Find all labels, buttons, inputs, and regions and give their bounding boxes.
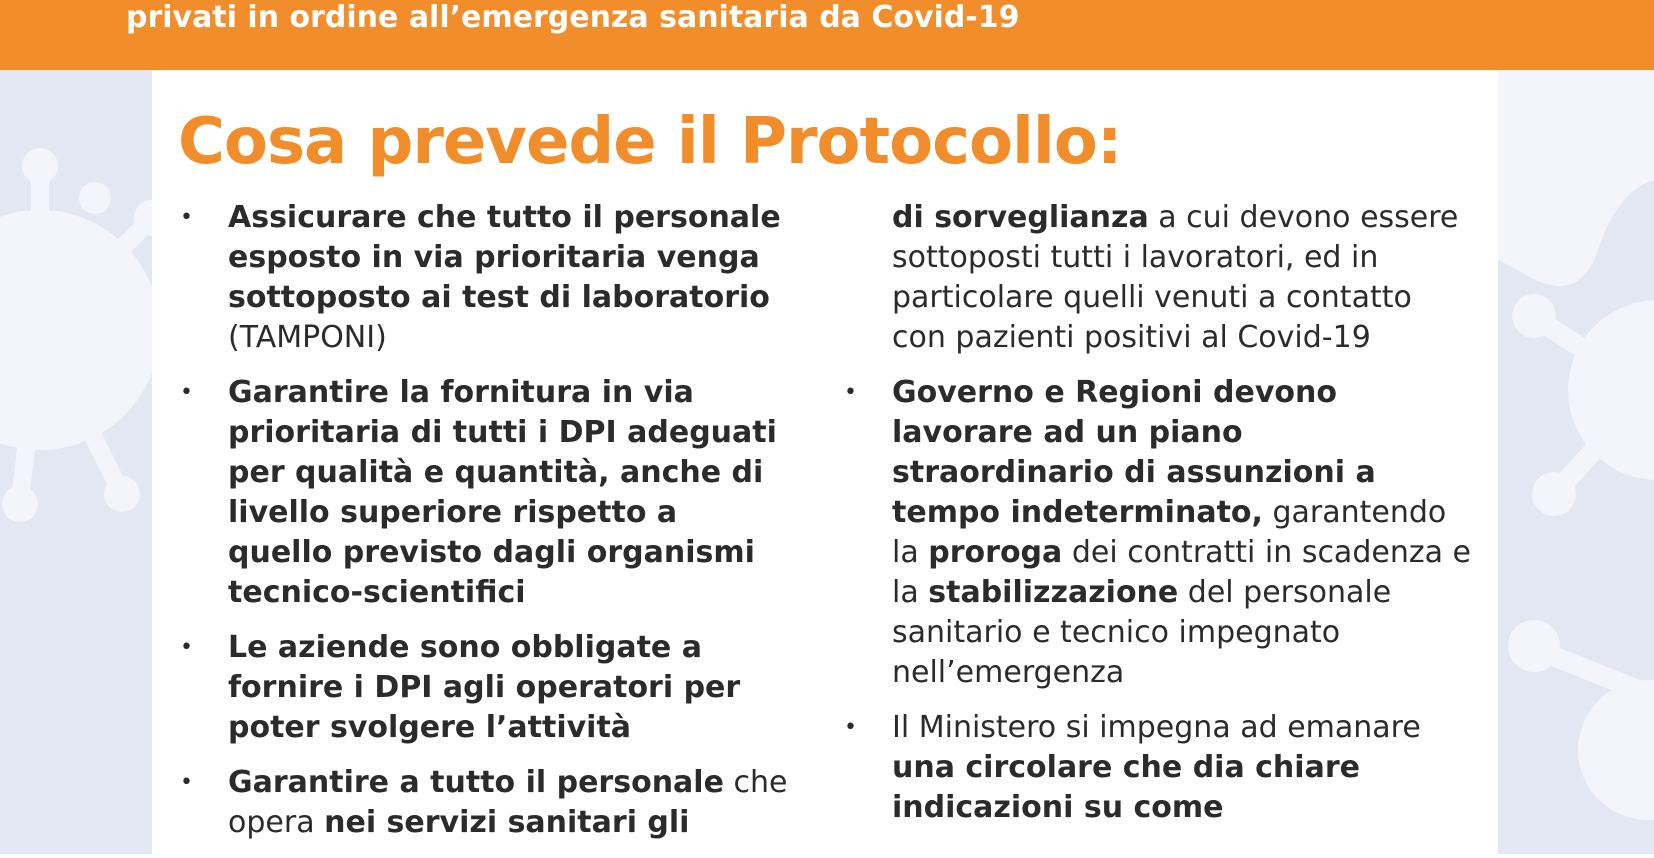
list-item	[180, 628, 788, 748]
right-column-list	[844, 198, 1472, 843]
list-item	[892, 198, 1472, 358]
regular-text: garantendo la	[892, 495, 1447, 570]
bold-text: Governo e Regioni devono lavorare ad un piano straordinario di assunzioni a tempo indeterminato,	[892, 375, 1376, 530]
list-item	[180, 198, 788, 358]
virus-background-left	[0, 70, 152, 854]
regular-text: Il Ministero si impegna ad emanare	[892, 710, 1421, 745]
content-panel	[152, 70, 1498, 854]
bold-text: Le aziende sono obbligate a fornire i DPI agli operatori per poter svolgere l’attività	[228, 630, 741, 745]
bold-text: stabilizzazione	[928, 575, 1179, 610]
bullet-icon: •	[844, 715, 857, 740]
left-column-list	[180, 198, 788, 858]
page-title: Cosa prevede il Protocollo:	[178, 105, 1122, 179]
list-item	[844, 708, 1472, 828]
list-item	[844, 373, 1472, 693]
regular-text: che opera	[228, 765, 788, 840]
bullet-icon: •	[180, 770, 193, 795]
bullet-icon: •	[844, 380, 857, 405]
virus-illustration-icon	[0, 70, 152, 854]
regular-text: del personale sanitario e tecnico impegnato nell’emergenza	[892, 575, 1392, 690]
bold-text: Assicurare che tutto il personale esposto in via prioritaria venga sottoposto ai test di laboratorio	[228, 200, 781, 315]
bold-text: Garantire la fornitura in via prioritaria di tutti i DPI adeguati per qualità e quantità, anche di livello superiore rispetto a quello previsto dagli organismi tecnico-scientifici	[228, 375, 777, 610]
bold-text: una circolare che dia chiare indicazioni su come	[892, 750, 1360, 825]
header-banner	[0, 0, 1654, 70]
bullet-icon: •	[180, 635, 193, 660]
bullet-icon: •	[180, 380, 193, 405]
regular-text: dei contratti in scadenza e la	[892, 535, 1471, 610]
regular-text: a cui devono essere sottoposti tutti i lavoratori, ed in particolare quelli venuti a contatto con pazienti positivi al Covid-19	[892, 200, 1459, 355]
bold-text: di sorveglianza	[892, 200, 1149, 235]
list-item	[180, 373, 788, 613]
bold-text: Garantire a tutto il personale	[228, 765, 724, 800]
banner-subtitle: privati in ordine all’emergenza sanitaria da Covid-19	[126, 0, 1020, 35]
bullet-icon: •	[180, 205, 193, 230]
regular-text: (TAMPONI)	[228, 320, 387, 355]
bold-text: proroga	[928, 535, 1063, 570]
virus-illustration-icon	[1498, 70, 1654, 854]
list-item	[180, 763, 788, 843]
virus-background-right	[1498, 70, 1654, 854]
bold-text: nei servizi sanitari gli	[324, 805, 690, 840]
